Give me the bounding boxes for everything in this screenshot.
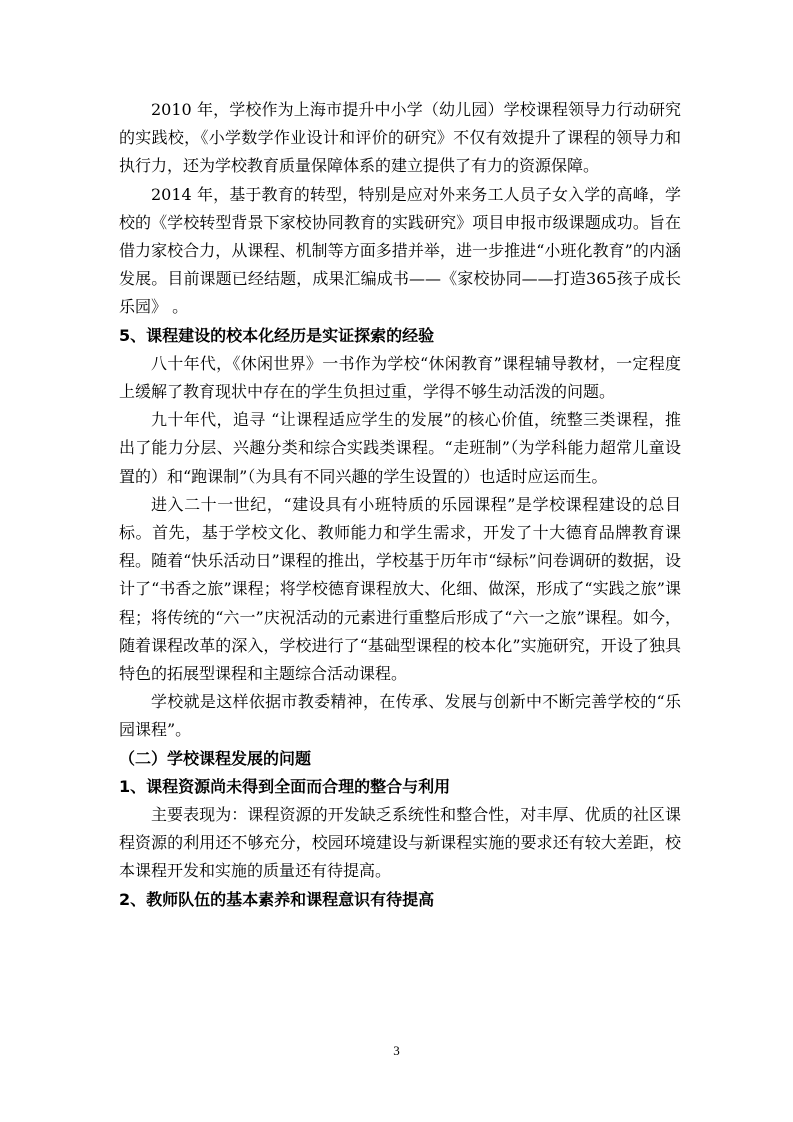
section-heading-problems: （二）学校课程发展的问题 bbox=[119, 748, 312, 768]
paragraph-2014: 2014 年，基于教育的转型，特别是应对外来务工人员子女入学的高峰，学校的《学校转型背景下家校协同教育的实践研究》项目申报市级课题成功。旨在借力家校合力，从课程、机制等方面多措并举，进一步推进“小班化教育”的内涵发展。目前课题已经结题，成果汇编成书——《家校协同——打造365孩子成长乐园》 。 bbox=[119, 184, 681, 317]
page-number: 3 bbox=[393, 1043, 400, 1058]
page-body bbox=[119, 96, 681, 914]
paragraph-summary: 学校就是这样依据市教委精神，在传承、发展与创新中不断完善学校的“乐园课程”。 bbox=[119, 692, 681, 740]
heading-resources-problem: 1、课程资源尚未得到全面而合理的整合与利用 bbox=[119, 776, 451, 796]
paragraph-twenty-first-century: 进入二十一世纪，“建设具有小班特质的乐园课程”是学校课程建设的总目标。首先，基于学校文化、教师能力和学生需求，开发了十大德育品牌教育课程。随着“快乐活动日”课程的推出，学校基于历年市“绿标”问卷调研的数据，设计了“书香之旅”课程；将学校德育课程放大、化细、做深，形成了“实践之旅”课程；将传统的“六一”庆祝活动的元素进行重整后形成了“六一之旅”课程。如今，随着课程改革的深入，学校进行了“基础型课程的校本化”实施研究，开设了独具特色的拓展型课程和主题综合活动课程。 bbox=[119, 494, 681, 684]
paragraph-2010: 2010 年，学校作为上海市提升中小学（幼儿园）学校课程领导力行动研究的实践校，《小学数学作业设计和评价的研究》不仅有效提升了课程的领导力和执行力，还为学校教育质量保障体系的建立提供了有力的资源保障。 bbox=[119, 100, 681, 176]
paragraph-nineties: 九十年代，追寻 “让课程适应学生的发展”的核心价值，统整三类课程，推出了能力分层、兴趣分类和综合实践类课程。“走班制”（为学科能力超常儿童设置的）和“跑课制”（为具有不同兴趣的学生设置的）也适时应运而生。 bbox=[119, 410, 681, 486]
heading-teacher-problem: 2、教师队伍的基本素养和课程意识有待提高 bbox=[119, 889, 435, 909]
paragraph-eighties: 八十年代，《休闲世界》一书作为学校“休闲教育”课程辅导教材，一定程度上缓解了教育现状中存在的学生负担过重，学得不够生动活泼的问题。 bbox=[119, 353, 681, 402]
heading-curriculum-experience: 5、课程建设的校本化经历是实证探索的经验 bbox=[119, 325, 435, 345]
paragraph-resources-detail: 主要表现为：课程资源的开发缺乏系统性和整合性，对丰厚、优质的社区课程资源的利用还不够充分，校园环境建设与新课程实施的要求还有较大差距，校本课程开发和实施的质量还有待提高。 bbox=[119, 805, 681, 881]
